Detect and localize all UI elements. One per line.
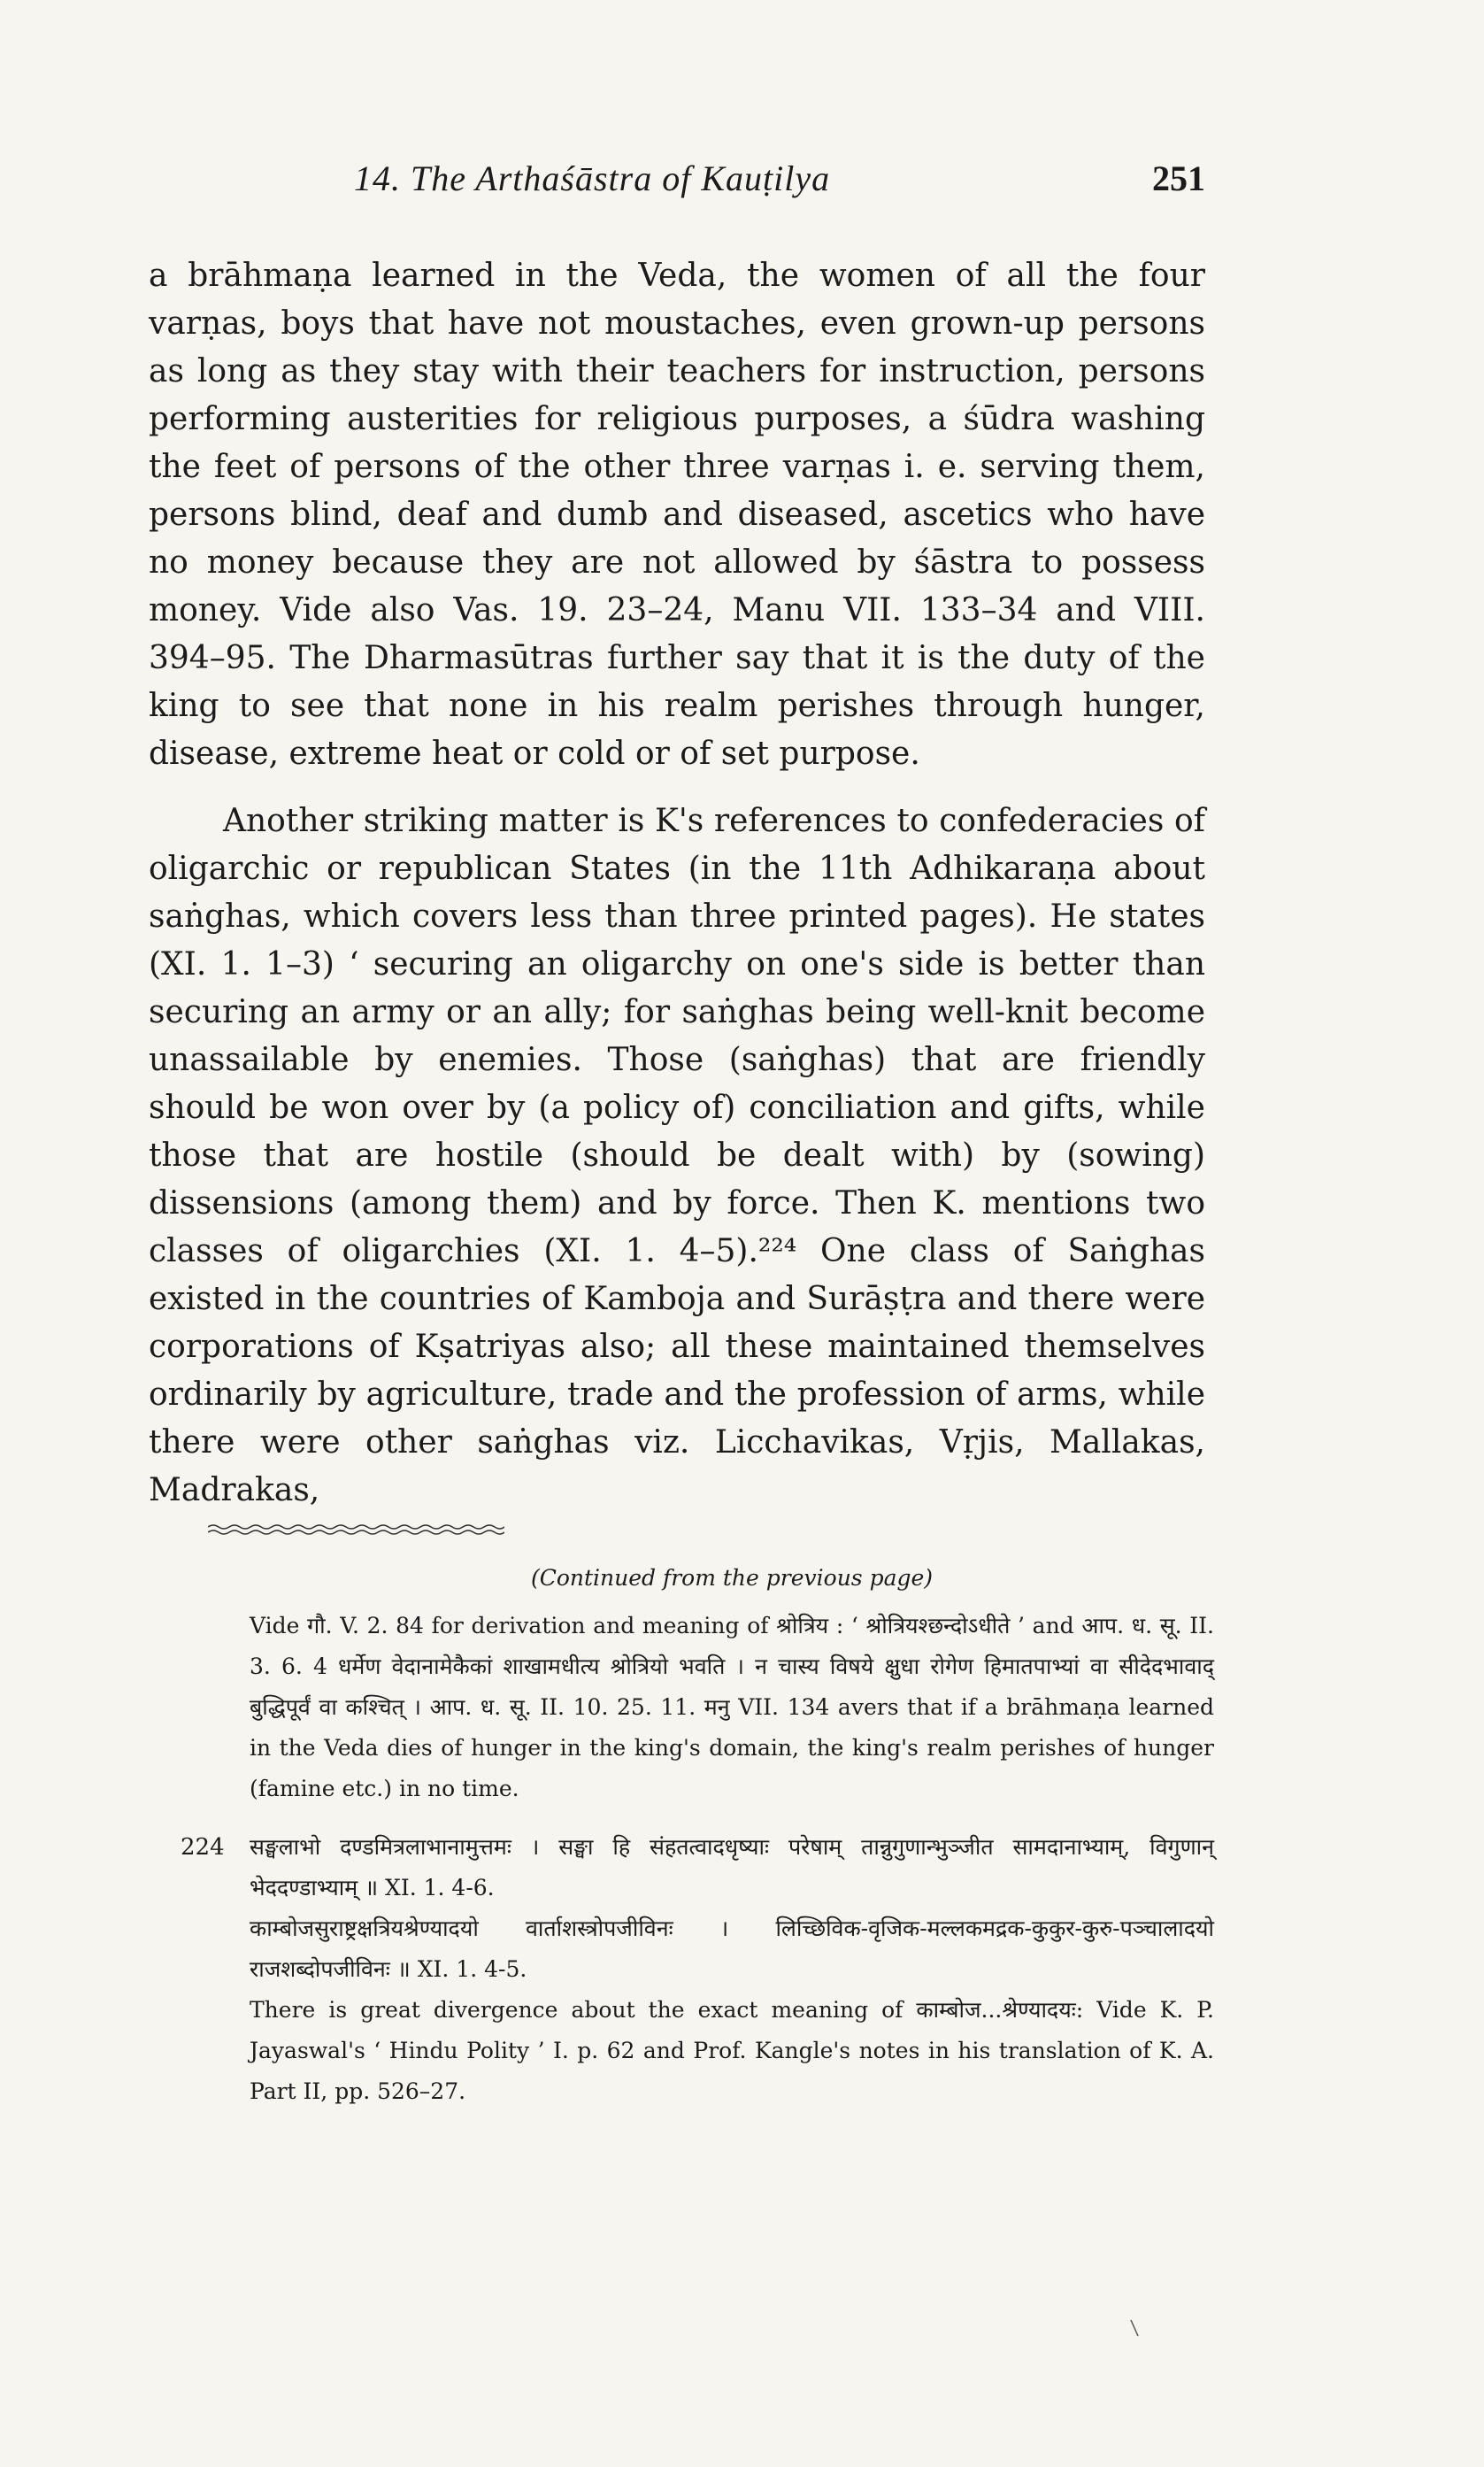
footnotes [181,1558,1214,2112]
footnote-number: 224 [181,1834,225,1861]
footnote-224-sanskrit-2: काम्बोजसुराष्ट्रक्षत्रियश्रेण्यादयो वार्ताशस्त्रोपजीविनः । लिच्छिविक-वृजिक-मल्लकमद्रक-कुकुर-कुरु-पञ्चालादयो राजशब्दोपजीविनः ॥ XI. 1. 4-5. [250,1916,1214,1982]
footnote-continued-label: (Continued from the previous page) [530,1565,934,1591]
footnote-224 [181,1827,1214,2112]
body-paragraph-2: Another striking matter is K's references to confederacies of oligarchic or republican States (in the 11th Adhikaraṇa about saṅghas, which covers less than three printed pages). He states (XI. 1. 1–3) ‘ securing an oligarchy on one's side is better than securing an army or an ally; for saṅghas being well-knit become unassailable by enemies. Those (saṅghas) that are friendly should be won over by (a policy of) conciliation and gifts, while those that are hostile (should be dealt with) by (sowing) dissensions (among them) and by force. Then K. mentions two classes of oligarchies (XI. 1. 4–5).²²⁴ One class of Saṅghas existed in the countries of Kamboja and Surāṣṭra and there were corporations of Kṣatriyas also; all these maintained themselves ordinarily by agriculture, trade and the profession of arms, while there were other saṅghas viz. Licchavikas, Vṛjis, Mallakas, Madrakas, [149,803,1205,1508]
running-title: 14. The Arthaśāstra of Kauṭilya [354,158,831,198]
footnote-224-sanskrit-1: सङ्घलाभो दण्डमित्रलाभानामुत्तमः । सङ्घा हि संहतत्वादधृष्याः परेषाम् तान्नुगुणान्भुञ्जीत सामदानाभ्याम्, विगुणान् भेददण्डाभ्याम् ॥ XI. 1. 4-6. [250,1834,1214,1900]
footnote-224-english: There is great divergence about the exact meaning of काम्बोज...श्रेण्यादयः: Vide K. P. Jayaswal's ‘ Hindu Polity ’ I. p. 62 and Prof. Kangle's notes in his translation of K. A. Part II, pp. 526–27. [250,1997,1214,2104]
page-number: 251 [1152,158,1205,198]
footnote-continued-text: Vide गौ. V. 2. 84 for derivation and meaning of श्रोत्रिय : ‘ श्रोत्रियश्छन्दोऽधीते ’ and आप. ध. सू. II. 3. 6. 4 धर्मेण वेदानामेकैकां शाखामधीत्य श्रोत्रियो भवति । न चास्य विषये क्षुधा रोगेण हिमातपाभ्यां वा सीदेदभावाद् बुद्धिपूर्वं वा कश्चित् । आप. ध. सू. II. 10. 25. 11. मनु VII. 134 avers that if a brāhmaṇa learned in the Veda dies of hunger in the king's domain, the king's realm perishes of hunger (famine etc.) in no time. [250,1613,1214,1801]
body-text [149,252,1205,1515]
footnote-separator [208,1523,504,1537]
body-paragraph-1: a brāhmaṇa learned in the Veda, the women of all the four varṇas, boys that have not moustaches, even grown-up persons as long as they stay with their teachers for instruction, persons performing austerities for religious purposes, a śūdra washing the feet of persons of the other three varṇas i. e. serving them, persons blind, deaf and dumb and diseased, ascetics who have no money because they are not allowed by śāstra to possess money. Vide also Vas. 19. 23–24, Manu VII. 133–34 and VIII. 394–95. The Dharmasūtras further say that it is the duty of the king to see that none in his realm perishes through hunger, disease, extreme heat or cold or of set purpose. [149,258,1205,772]
scan-mark [1130,2319,1139,2337]
page-header [150,158,1205,211]
